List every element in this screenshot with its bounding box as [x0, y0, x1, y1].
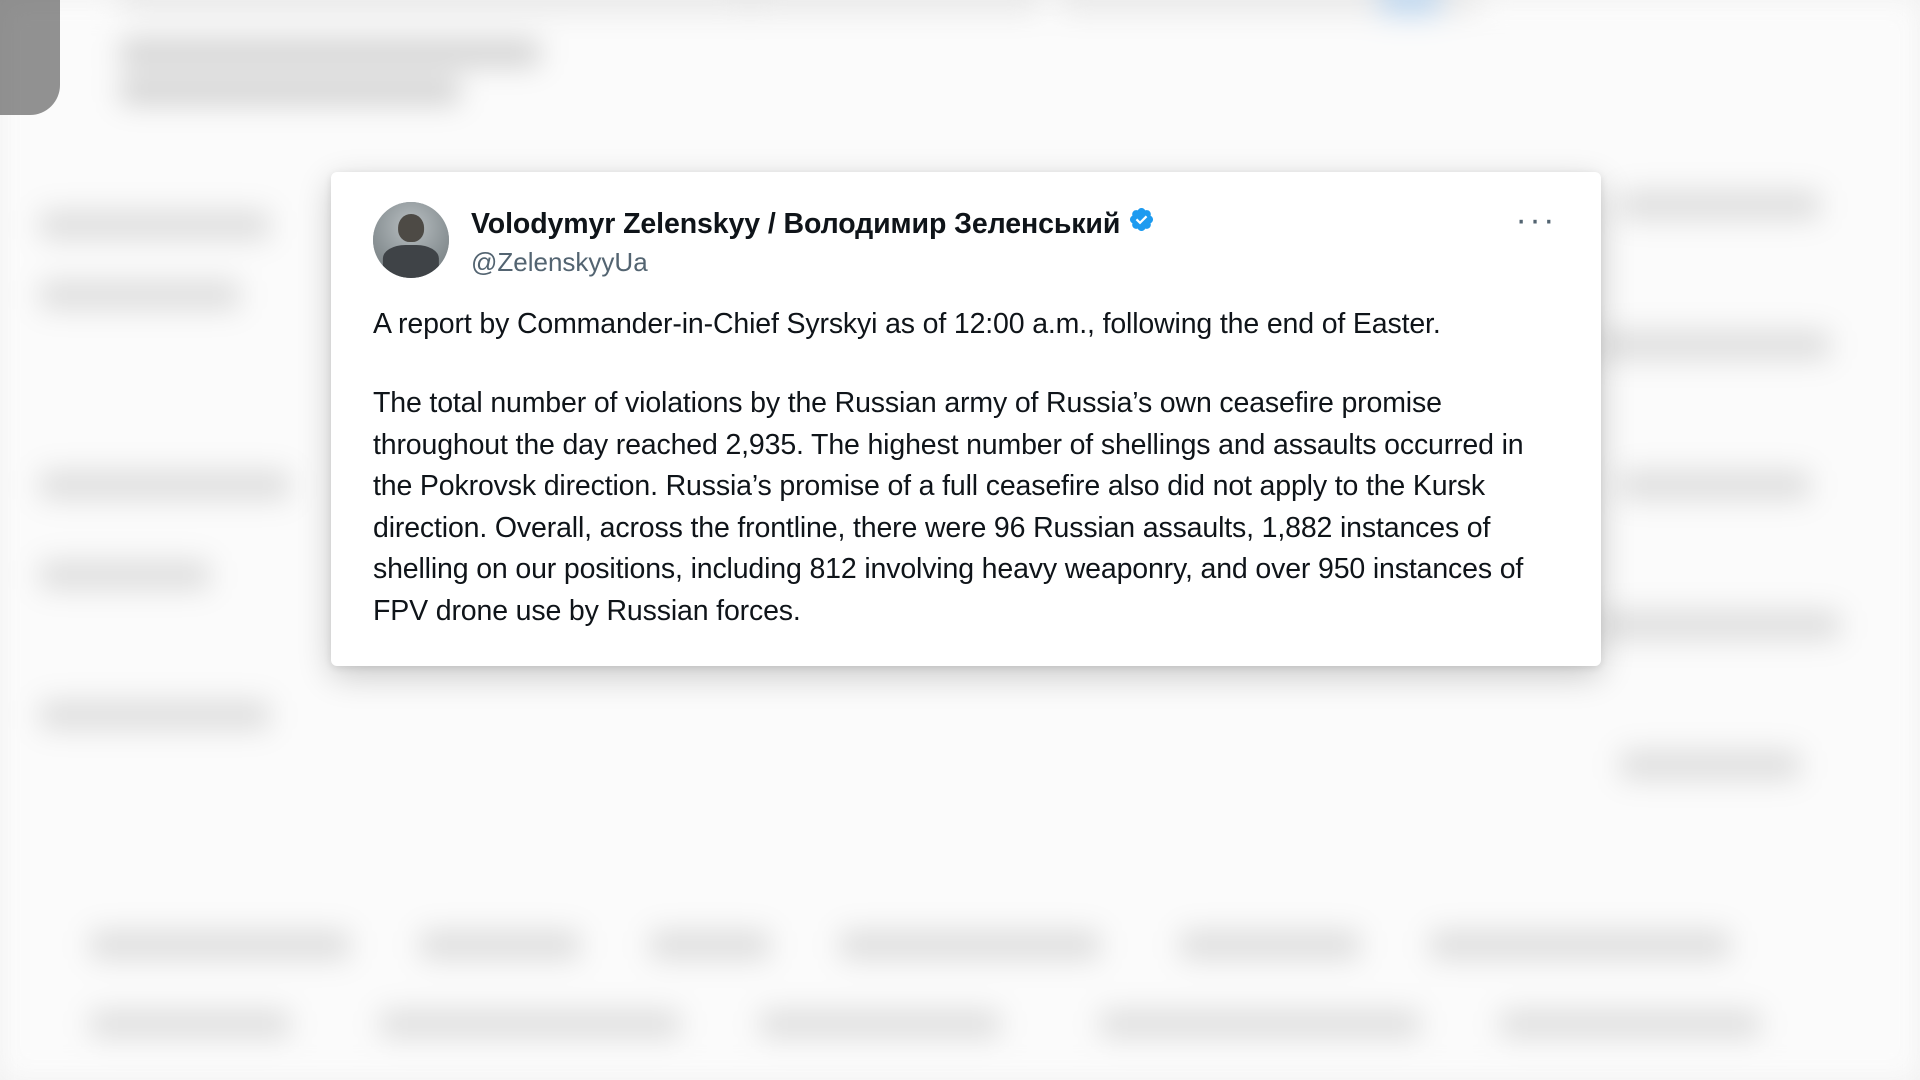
paragraph-spacer	[373, 345, 1559, 383]
author-info	[471, 202, 1155, 278]
handle[interactable]: @ZelenskyyUa	[471, 246, 648, 277]
verified-badge-icon	[1128, 206, 1155, 233]
tweet-paragraph-2: The total number of violations by the Russian army of Russia’s own ceasefire promise throughout the day reached 2,935. The highest number of shellings and assaults occurred in the Pokrovsk direction. Russia’s promise of a full ceasefire also did not apply to the Kursk direction. Overall, across the frontline, there were 96 Russian assaults, 1,882 instances of shelling on our positions, including 812 involving heavy weaponry, and over 950 instances of FPV drone use by Russian forces.	[373, 387, 1524, 627]
tweet-card	[331, 172, 1601, 666]
display-name[interactable]: Volodymyr Zelenskyy / Володимир Зеленський	[471, 207, 1121, 240]
avatar[interactable]	[373, 202, 449, 278]
tweet-text	[373, 304, 1559, 632]
tweet-header	[373, 202, 1559, 278]
page-corner-decoration	[0, 0, 60, 115]
more-options-icon[interactable]: ···	[1515, 201, 1557, 239]
tweet-paragraph-1: A report by Commander-in-Chief Syrskyi as of 12:00 a.m., following the end of Easter.	[373, 308, 1441, 340]
display-name-row	[471, 206, 1155, 241]
